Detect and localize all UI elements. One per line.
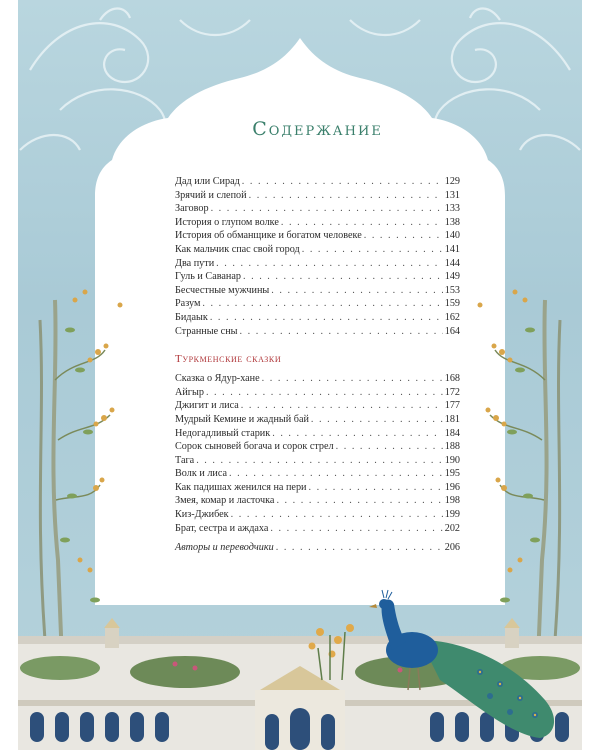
toc-leader-dots [211,203,443,214]
toc-entry[interactable] [175,387,460,401]
toc-entry[interactable] [175,523,460,537]
toc-leader-dots [196,455,443,466]
toc-entry-page: 196 [444,481,460,493]
toc-list-part1 [175,176,460,339]
toc-entry-page: 129 [444,176,460,187]
toc-entry-title: Авторы и переводчики [175,542,274,554]
toc-leader-dots [271,285,442,296]
section-heading: Туркменские сказки [175,353,282,366]
toc-authors [175,542,460,556]
toc-entry-title: Брат, сестра и аждаха [175,522,269,534]
toc-title: Содержание [252,118,383,140]
toc-entry-page: 153 [444,284,460,296]
page-gutter-right [582,0,600,750]
toc-entry-page: 131 [444,189,460,201]
toc-entry[interactable] [175,373,460,387]
page-gutter-left [0,0,18,750]
toc-entry-page: 138 [444,216,460,228]
toc-entry-authors[interactable] [175,542,460,556]
toc-entry-title: Зрячий и слепой [175,189,247,201]
toc-entry-title: История об обманщике и богатом человеке [175,230,362,242]
toc-entry-page: 199 [444,509,460,521]
toc-entry-title: Как мальчик спас свой город [175,243,300,255]
toc-entry[interactable] [175,217,460,231]
toc-entry-page: 149 [444,271,460,283]
toc-entry-title: Айгыр [175,386,204,398]
toc-entry[interactable] [175,495,460,509]
toc-entry-title: Гуль и Саванар [175,271,242,283]
toc-entry-page: 140 [444,230,460,242]
table-of-contents [175,118,460,556]
toc-entry-title: Змея, комар и ласточка [175,495,275,507]
toc-entry[interactable] [175,176,460,190]
toc-entry-page: 195 [444,468,460,480]
toc-leader-dots [262,373,443,384]
toc-entry-title: Джигит и лиса [175,400,239,412]
toc-leader-dots [242,176,443,187]
toc-entry[interactable] [175,509,460,523]
toc-leader-dots [302,244,443,255]
toc-leader-dots [249,190,443,201]
toc-leader-dots [276,542,443,553]
toc-entry-page: 198 [444,495,460,507]
toc-entry[interactable] [175,244,460,258]
toc-entry-title: Два пути [175,257,215,269]
toc-entry-title: Мудрый Кемине и жадный бай [175,413,309,425]
toc-entry[interactable] [175,258,460,272]
toc-entry-page: 190 [444,454,460,466]
toc-entry-page: 202 [444,522,460,534]
toc-entry-title: Тага [175,454,195,466]
toc-entry-title: Странные сны [175,325,238,337]
toc-entry[interactable] [175,326,460,340]
toc-entry-page: 172 [444,386,460,398]
toc-entry[interactable] [175,414,460,428]
toc-entry[interactable] [175,312,460,326]
toc-leader-dots [281,217,443,228]
toc-leader-dots [240,326,443,337]
toc-entry-title: Бидаык [175,311,208,323]
toc-entry[interactable] [175,298,460,312]
toc-entry-page: 159 [444,298,460,310]
toc-entry-title: Дад или Сирад [175,176,240,187]
toc-entry-page: 164 [444,325,460,337]
toc-entry-page: 168 [444,373,460,385]
toc-leader-dots [276,495,442,506]
toc-leader-dots [206,387,443,398]
toc-entry-title: Как падишах женился на пери [175,481,307,493]
toc-leader-dots [229,468,443,479]
toc-entry-title: Бесчестные мужчины [175,284,270,296]
toc-entry[interactable] [175,455,460,469]
toc-entry-page: 206 [444,542,460,554]
toc-entry-page: 177 [444,400,460,412]
toc-entry[interactable] [175,271,460,285]
toc-entry-title: Волк и лиса [175,468,228,480]
toc-leader-dots [272,428,443,439]
toc-entry-page: 141 [444,243,460,255]
toc-leader-dots [364,230,443,241]
toc-entry-title: Киз-Джибек [175,509,229,521]
toc-list-part2 [175,373,460,536]
toc-entry-title: Разум [175,298,201,310]
toc-leader-dots [241,400,443,411]
toc-entry-title: История о глупом волке [175,216,279,228]
toc-leader-dots [270,523,442,534]
toc-entry-page: 181 [444,413,460,425]
toc-entry-page: 188 [444,441,460,453]
toc-entry[interactable] [175,441,460,455]
toc-entry[interactable] [175,230,460,244]
toc-entry-page: 144 [444,257,460,269]
toc-leader-dots [202,298,442,309]
toc-entry-title: Сказка о Ядур-хане [175,373,260,385]
toc-entry-title: Сорок сыновей богача и сорок стрел [175,441,334,453]
toc-entry[interactable] [175,203,460,217]
toc-leader-dots [243,271,443,282]
toc-entry-page: 184 [444,427,460,439]
toc-leader-dots [216,258,443,269]
toc-entry[interactable] [175,190,460,204]
toc-entry-page: 162 [444,311,460,323]
toc-leader-dots [210,312,443,323]
toc-entry-title: Недогадливый старик [175,427,271,439]
toc-leader-dots [231,509,443,520]
toc-entry[interactable] [175,482,460,496]
toc-entry[interactable] [175,428,460,442]
toc-leader-dots [336,441,443,452]
toc-leader-dots [309,482,443,493]
toc-entry-page: 133 [444,203,460,215]
toc-leader-dots [311,414,443,425]
toc-entry[interactable] [175,468,460,482]
toc-entry[interactable] [175,400,460,414]
toc-entry-title: Заговор [175,203,209,215]
toc-entry[interactable] [175,285,460,299]
